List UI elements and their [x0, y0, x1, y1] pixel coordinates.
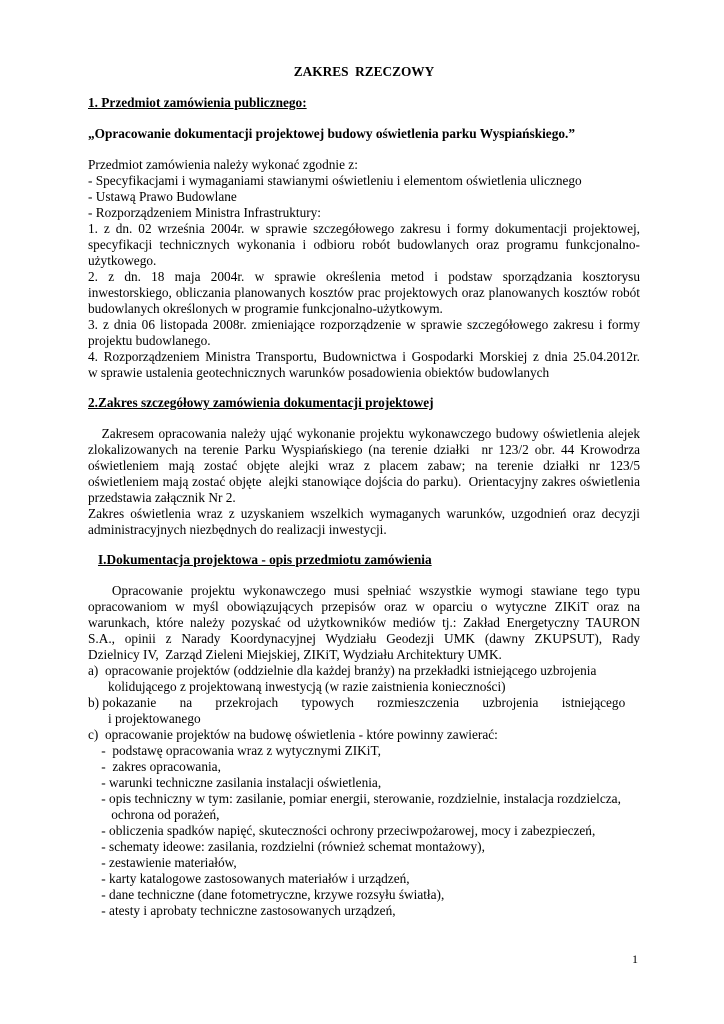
s1-line: 3. z dnia 06 listopada 2008r. zmieniające rozporządzenie w sprawie szczegółowego zakresu i formy [88, 317, 640, 332]
s3-line: S.A., opinii z Narady Koordynacyjnej Wydziału Geodezji UMK (dawny ZKUPSUT), Rady [88, 631, 640, 646]
section-1-subject: „Opracowanie dokumentacji projektowej budowy oświetlenia parku Wyspiańskiego.” [88, 126, 575, 141]
s1-line: 2. z dn. 18 maja 2004r. w sprawie określenia metod i podstaw sporządzania kosztorysu [88, 269, 640, 284]
s1-line: Przedmiot zamówienia należy wykonać zgodnie z: [88, 157, 358, 172]
s3-list-item: kolidującego z projektowaną inwestycją (w razie zaistnienia konieczności) [88, 679, 506, 694]
s3-sub-item: - zakres opracowania, [88, 759, 221, 774]
s3-list-item: b) pokazanie na przekrojach typowych rozmieszczenia uzbrojenia istniejącego [88, 695, 626, 710]
s3-sub-item: - karty katalogowe zastosowanych materiałów i urządzeń, [88, 871, 410, 886]
s3-sub-item: - schematy ideowe: zasilania, rozdzielni (również schemat montażowy), [88, 839, 485, 854]
s3-sub-item: - atesty i aprobaty techniczne zastosowanych urządzeń, [88, 903, 396, 918]
s3-sub-item: - podstawę opracowania wraz z wytycznymi ZIKiT, [88, 743, 381, 758]
s2-line: oświetleniem mają zostać objęte alejki stanowiące dojścia do parku). Orientacyjny zakres oświetlenia [88, 474, 640, 489]
section-1-heading: 1. Przedmiot zamówienia publicznego: [88, 95, 307, 110]
s3-line: warunkach, które należy pozyskać od użytkowników mediów tj.: Zakład Energetyczny TAURON [88, 615, 640, 630]
s2-line: przedstawia załącznik Nr 2. [88, 490, 236, 505]
s2-line: zlokalizowanych na terenie Parku Wyspiańskiego (na terenie działki nr 123/2 obr. 44 Krowodrza [88, 442, 640, 457]
s1-line: 1. z dn. 02 września 2004r. w sprawie szczegółowego zakresu i formy dokumentacji projektowej, [88, 221, 640, 236]
s2-line: Zakres oświetlenia wraz z uzyskaniem wszelkich wymaganych warunków, uzgodnień oraz decyzji [88, 506, 640, 521]
s3-sub-item: - warunki techniczne zasilania instalacji oświetlenia, [88, 775, 382, 790]
s2-line: Zakresem opracowania należy ująć wykonanie projektu wykonawczego budowy oświetlenia alejek [88, 426, 640, 441]
section-3-heading: I.Dokumentacja projektowa - opis przedmiotu zamówienia [98, 552, 432, 567]
document-title: ZAKRES RZECZOWY [293, 64, 435, 79]
s1-line: projektu budowlanego. [88, 333, 211, 348]
s3-sub-item: - obliczenia spadków napięć, skuteczności ochrony przeciwpożarowej, mocy i zabezpieczeń, [88, 823, 596, 838]
s3-sub-item: - opis techniczny w tym: zasilanie, pomiar energii, sterowanie, rozdzielnie, instalacja rozdzielcza, [88, 791, 621, 806]
s1-line: inwestorskiego, obliczania planowanych kosztów prac projektowych oraz planowanych kosztów robót [88, 285, 640, 300]
s1-line: - Rozporządzeniem Ministra Infrastruktury: [88, 205, 321, 220]
s1-line: w sprawie ustalenia geotechnicznych warunków posadowienia obiektów budowlanych [88, 365, 550, 380]
s3-list-item: a) opracowanie projektów (oddzielnie dla każdej branży) na przekładki istniejącego uzbrojenia [88, 663, 597, 678]
s3-list-item: c) opracowanie projektów na budowę oświetlenia - które powinny zawierać: [88, 727, 498, 742]
s3-sub-item: - zestawienie materiałów, [88, 855, 237, 870]
s3-sub-item: - dane techniczne (dane fotometryczne, krzywe rozsyłu światła), [88, 887, 445, 902]
s2-line: oświetleniem mają zostać objęte alejki wraz z placem zabaw; na terenie działki nr 123/5 [88, 458, 640, 473]
page-number: 1 [632, 952, 638, 966]
s1-line: - Ustawą Prawo Budowlane [88, 189, 237, 204]
s1-line: specyfikacji technicznych wykonania i odbioru robót budowlanych oraz programu funkcjonalno- [88, 237, 640, 252]
s1-line: 4. Rozporządzeniem Ministra Transportu, Budownictwa i Gospodarki Morskiej z dnia 25.04.2012r. [88, 349, 640, 364]
s3-line: opracowaniom w myśl obowiązujących przepisów oraz w oparciu o wytyczne ZIKiT oraz na [88, 599, 640, 614]
s1-line: użytkowego. [88, 253, 157, 268]
s2-line: administracyjnych niezbędnych do realizacji inwestycji. [88, 522, 387, 537]
s3-sub-item: ochrona od porażeń, [88, 807, 220, 822]
s1-line: - Specyfikacjami i wymaganiami stawianymi oświetleniu i elementom oświetlenia ulicznego [88, 173, 582, 188]
section-2-heading: 2.Zakres szczegółowy zamówienia dokumentacji projektowej [88, 395, 434, 410]
s3-line: Opracowanie projektu wykonawczego musi spełniać wszystkie wymogi stawiane tego typu [88, 583, 640, 598]
s1-line: budowlanych określonych w programie funkcjonalno-użytkowym. [88, 301, 443, 316]
s3-line: Dzielnicy IV, Zarząd Zieleni Miejskiej, ZIKiT, Wydziału Architektury UMK. [88, 647, 502, 662]
s3-list-item: i projektowanego [88, 711, 201, 726]
